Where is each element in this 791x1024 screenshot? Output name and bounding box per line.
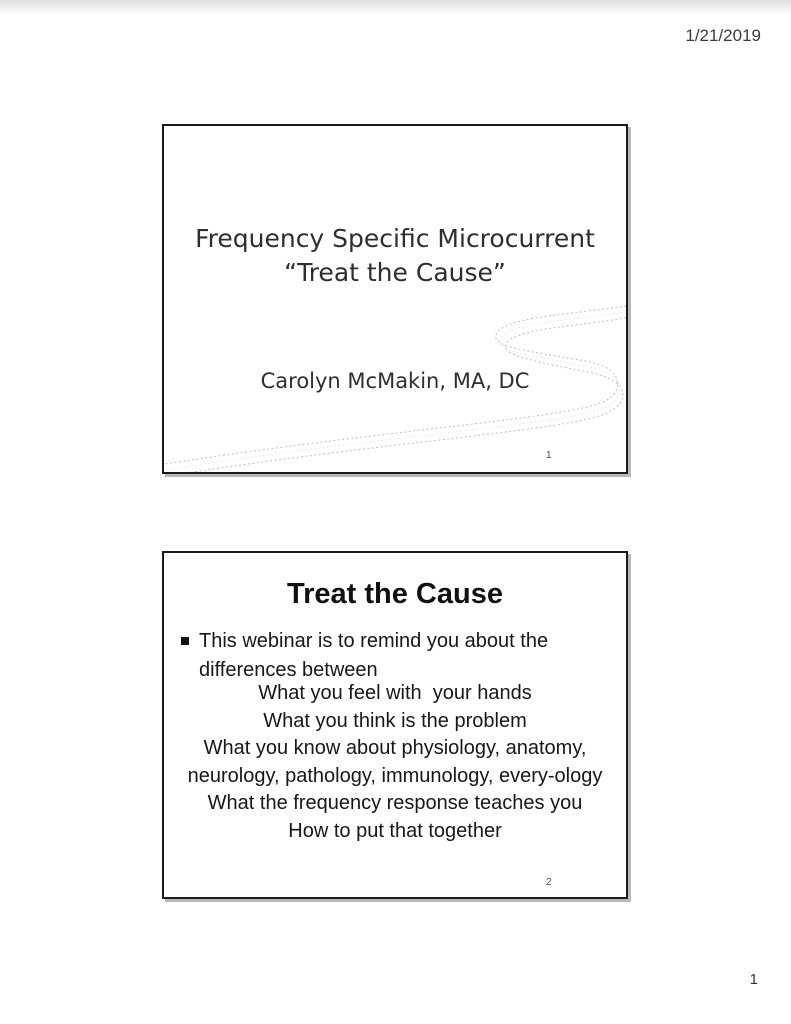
slide1-subtitle: Carolyn McMakin, MA, DC bbox=[260, 369, 530, 393]
slide-2 bbox=[162, 551, 628, 899]
square-bullet-icon bbox=[181, 637, 189, 645]
bullet-item bbox=[181, 627, 614, 685]
body-line: How to put that together bbox=[288, 819, 502, 842]
slide1-title-line2: “Treat the Cause” bbox=[284, 258, 506, 287]
bullet-text-line1: This webinar is to remind you about the bbox=[199, 630, 549, 652]
page-top-gradient bbox=[0, 0, 791, 16]
winding-road-decoration bbox=[164, 126, 626, 472]
body-line: What the frequency response teaches you bbox=[207, 792, 583, 814]
slide1-title bbox=[164, 222, 626, 290]
slide1-number: 1 bbox=[546, 450, 552, 461]
body-line: What you think is the problem bbox=[263, 709, 527, 732]
slide-1 bbox=[162, 124, 628, 474]
slide1-title-line1: Frequency Specific Microcurrent bbox=[195, 224, 595, 253]
bullet-text bbox=[199, 627, 548, 685]
body-line: What you know about physiology, anatomy, bbox=[203, 737, 587, 759]
body-line: What you feel with your hands bbox=[258, 682, 532, 704]
slide2-number: 2 bbox=[546, 877, 552, 888]
slide2-title: Treat the Cause bbox=[287, 578, 503, 610]
header-date: 1/21/2019 bbox=[685, 26, 761, 45]
bullet-text-line2: differences between bbox=[199, 659, 378, 681]
page-number: 1 bbox=[749, 971, 758, 988]
body-line: neurology, pathology, immunology, every-ology bbox=[187, 764, 603, 787]
slide2-body-lines bbox=[166, 680, 624, 845]
